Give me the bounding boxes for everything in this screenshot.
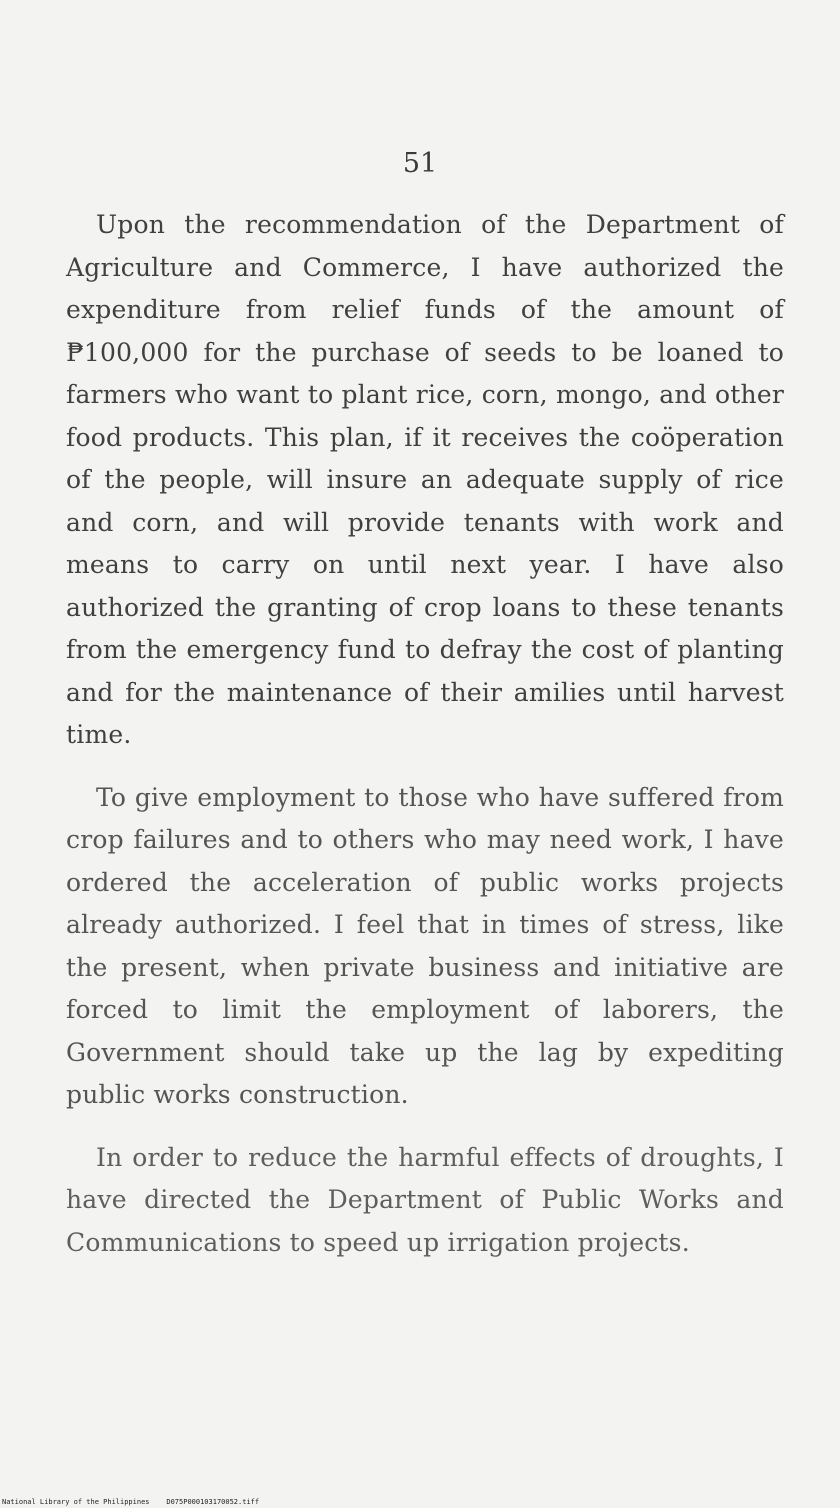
- paragraph-irrigation: In order to reduce the harmful effects of droughts, I have directed the Department of Public Works and Communications to speed up irrigation projects.: [66, 1142, 784, 1257]
- paragraph-seed-loans: Upon the recommendation of the Department of Agriculture and Commerce, I have authorized the expenditure from relief funds of the amount of ₱100,000 for the purchase of seeds to be loaned to farmers who want to plant rice, corn, mongo, and other food products. This plan, if it receives the coöperation of the people, will insure an adequate supply of rice and corn, and will provide tenants with work and means to carry on until next year. I have also authorized the granting of crop loans to these tenants from the emergency fund to defray the cost of planting and for the maintenance of their amilies until harvest time.: [66, 210, 784, 749]
- footer-file: D075P000103170052.tiff: [166, 1498, 260, 1506]
- footer-source: National Library of the Philippines: [2, 1498, 150, 1506]
- paragraph-public-works: To give employment to those who have suffered from crop failures and to others who may need work, I have ordered the acceleration of public works projects already authorized. I feel that in times of stress, like the present, when private business and initiative are forced to limit the employment of laborers, the Government should take up the lag by expediting public works construction.: [66, 782, 784, 1109]
- scan-footer: [2, 1498, 259, 1506]
- body-text: [66, 204, 784, 1264]
- page-number: 51: [402, 148, 438, 179]
